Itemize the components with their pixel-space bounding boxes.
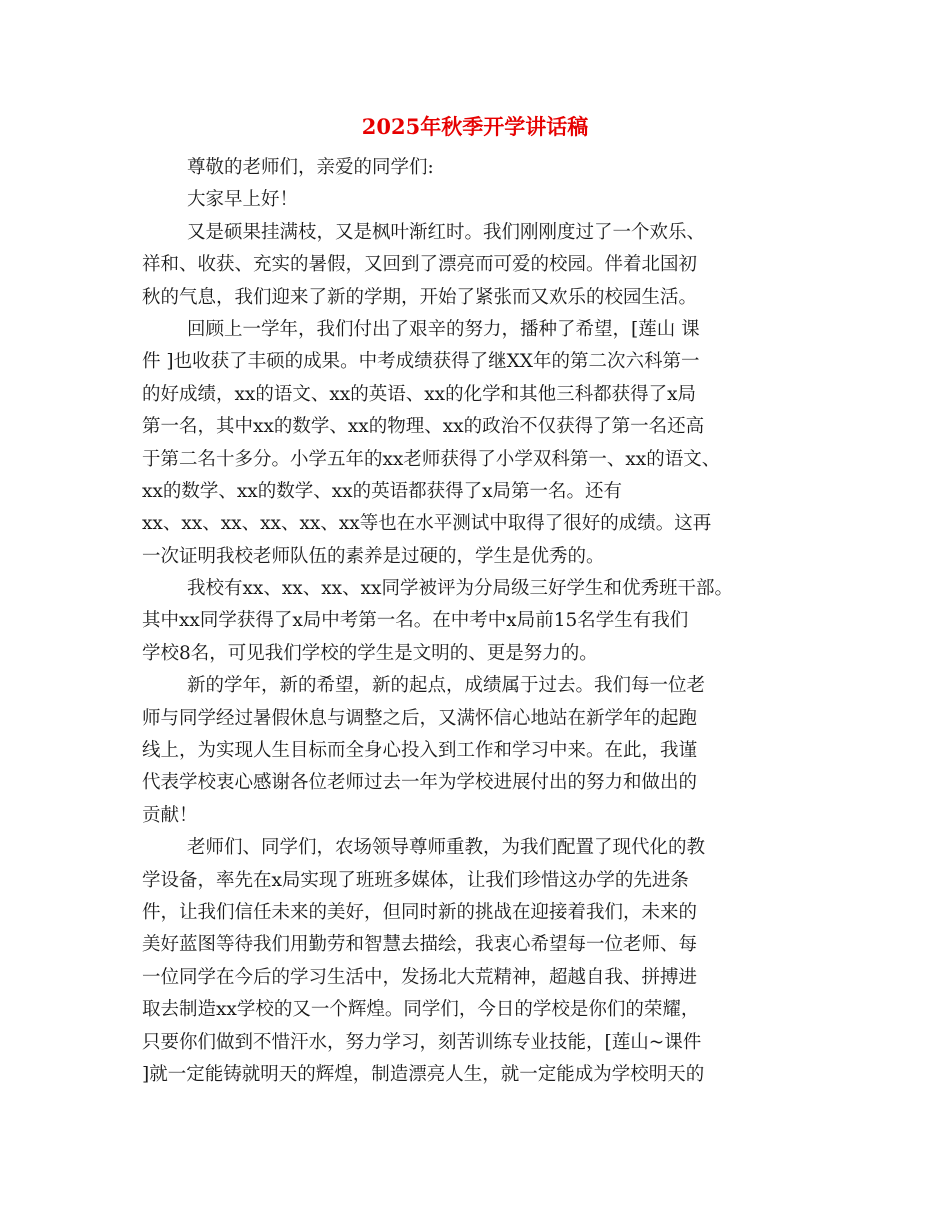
paragraph-line: 老师们、同学们，农场领导尊师重教，为我们配置了现代化的教 (187, 837, 706, 859)
paragraph-line: 只要你们做到不惜汗水，努力学习，刻苦训练专业技能，[莲山~课件 (142, 1031, 702, 1053)
paragraph-line: 学设备，率先在x局实现了班班多媒体，让我们珍惜这办学的先进条 (142, 869, 689, 891)
paragraph-line: 其中xx同学获得了x局中考第一名。在中考中x局前15名学生有我们 (142, 610, 689, 632)
paragraph-line: 件，让我们信任未来的美好，但同时新的挑战在迎接着我们，未来的 (142, 901, 698, 923)
paragraph-line: 美好蓝图等待我们用勤劳和智慧去描绘，我衷心希望每一位老师、每 (142, 934, 698, 956)
paragraph-line: 又是硕果挂满枝，又是枫叶渐红时。我们刚刚度过了一个欢乐、 (187, 221, 706, 243)
paragraph-line: 我校有xx、xx、xx、xx同学被评为分局级三好学生和优秀班干部。 (187, 578, 733, 600)
paragraph-line: 贡献！ (142, 804, 198, 826)
salutation-line: 尊敬的老师们，亲爱的同学们: (187, 157, 434, 178)
paragraph-line: 祥和、收获、充实的暑假，又回到了漂亮而可爱的校园。伴着北国初 (142, 254, 698, 276)
paragraph-line: 回顾上一学年，我们付出了艰辛的努力，播种了希望，[莲山 课 (187, 318, 700, 340)
paragraph-line: 的好成绩，xx的语文、xx的英语、xx的化学和其他三科都获得了x局 (142, 383, 697, 405)
paragraph-line: 取去制造xx学校的又一个辉煌。同学们，今日的学校是你们的荣耀， (142, 999, 700, 1021)
paragraph-line: 代表学校衷心感谢各位老师过去一年为学校进展付出的努力和做出的 (142, 772, 698, 794)
paragraph-line: xx的数学、xx的数学、xx的英语都获得了x局第一名。还有 (142, 480, 623, 502)
paragraph-line: 线上，为实现人生目标而全身心投入到工作和学习中来。在此，我谨 (142, 740, 698, 762)
paragraph-line: 件 ]也收获了丰硕的成果。中考成绩获得了继XX年的第二次六科第一 (142, 351, 700, 373)
greeting-line: 大家早上好！ (187, 189, 299, 211)
paragraph-line: 一次证明我校老师队伍的素养是过硬的，学生是优秀的。 (142, 545, 605, 567)
paragraph-line: 学校8名，可见我们学校的学生是文明的、更是努力的。 (142, 642, 598, 664)
paragraph-line: 师与同学经过暑假休息与调整之后，又满怀信心地站在新学年的起跑 (142, 707, 698, 729)
paragraph-line: xx、xx、xx、xx、xx、xx等也在水平测试中取得了很好的成绩。这再 (142, 513, 712, 535)
paragraph-line: 新的学年，新的希望，新的起点，成绩属于过去。我们每一位老 (187, 675, 706, 697)
document-title: 2025年秋季开学讲话稿 (361, 114, 589, 139)
paragraph-line: 一位同学在今后的学习生活中，发扬北大荒精神，超越自我、拼搏进 (142, 966, 698, 988)
paragraph-line: 于第二名十多分。小学五年的xx老师获得了小学双科第一、xx的语文、 (142, 448, 721, 470)
paragraph-line: 第一名，其中xx的数学、xx的物理、xx的政治不仅获得了第一名还高 (142, 416, 705, 438)
paragraph-line: 秋的气息，我们迎来了新的学期，开始了紧张而又欢乐的校园生活。 (142, 286, 698, 308)
document-body (142, 152, 814, 1091)
paragraph-line: ]就一定能铸就明天的辉煌，制造漂亮人生，就一定能成为学校明天的 (142, 1063, 705, 1085)
